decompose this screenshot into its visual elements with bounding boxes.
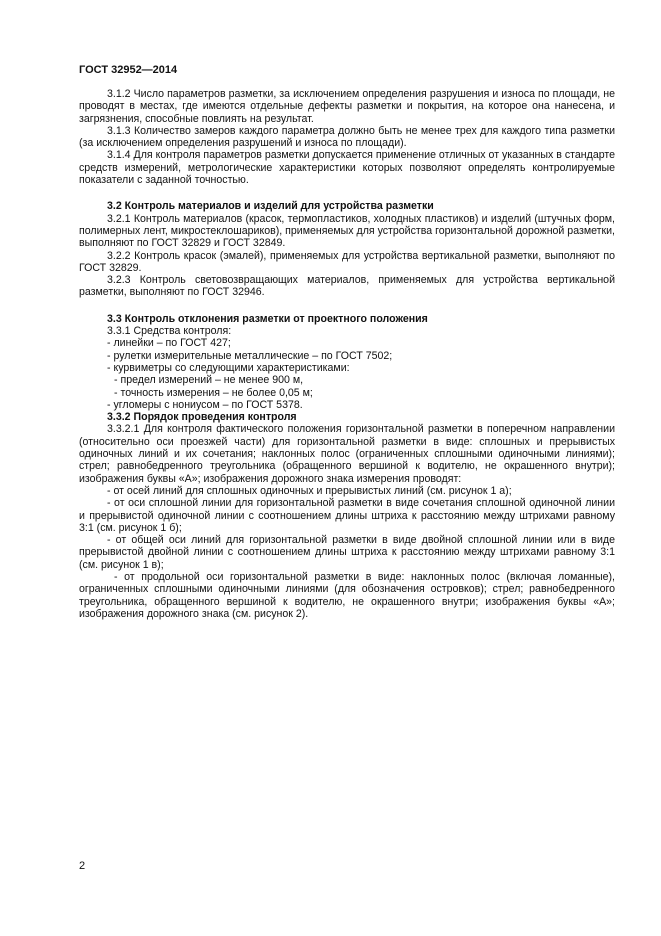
paragraph-3-2-2: 3.2.2 Контроль красок (эмалей), применяемых для устройства вертикальной разметки, выполняют по ГОСТ 32829. (79, 249, 615, 274)
spacer (79, 186, 615, 200)
list-item: - от общей оси линий для горизонтальной разметки в виде двойной сплошной линии или в виде прерывистой двойной линии с соотношением длины штриха к расстоянию между штрихами равному 3:1 (см. рисунок 1 в); (79, 534, 615, 571)
paragraph-3-1-2: 3.1.2 Число параметров разметки, за исключением определения разрушения и износа по площади, не проводят в местах, где имеются отдельные дефекты разметки и покрытия, на которое она нанесена, и загрязнения, способные повлиять на результат. (79, 88, 615, 125)
section-heading-3-3: 3.3 Контроль отклонения разметки от проектного положения (107, 312, 428, 325)
document-header: ГОСТ 32952—2014 (79, 64, 178, 76)
page-number: 2 (79, 860, 86, 872)
list-item: - угломеры с нониусом – по ГОСТ 5378. (107, 398, 303, 411)
sub-list-item: - точность измерения – не более 0,05 м; (114, 386, 313, 399)
sub-list-item: - предел измерений – не менее 900 м, (114, 374, 304, 387)
paragraph-3-3-1: 3.3.1 Средства контроля: (107, 325, 232, 338)
list-item: - от продольной оси горизонтальной разметки в виде: наклонных полос (включая ломанные), ограниченных сплошными одиночными линиями (для обозначения островков); стрел; равнобедренного треугольника, обращенного вершиной к водителю, не окрашенного внутри; изображения буквы «А»; изображения дорожного знака (см. рисунок 2). (79, 570, 615, 620)
paragraph-3-2-1: 3.2.1 Контроль материалов (красок, термопластиков, холодных пластиков) и изделий (штучных форм, полимерных лент, микростеклошариков), применяемых для устройства горизонтальной дорожной разметки, выполняют по ГОСТ 32829 и ГОСТ 32849. (79, 212, 615, 250)
list-item: - рулетки измерительные металлические – по ГОСТ 7502; (107, 349, 393, 362)
section-heading-3-3-2: 3.3.2 Порядок проведения контроля (107, 411, 297, 424)
section-heading-3-2: 3.2 Контроль материалов и изделий для устройства разметки (107, 200, 434, 213)
paragraph-3-2-3: 3.2.3 Контроль световозвращающих материалов, применяемых для устройства вертикальной разметки, выполняют по ГОСТ 32946. (79, 274, 615, 299)
list-item: - линейки – по ГОСТ 427; (107, 337, 231, 350)
paragraph-3-1-3: 3.1.3 Количество замеров каждого параметра должно быть не менее трех для каждого типа разметки (за исключением определения разрушений и износа по площади). (79, 124, 615, 150)
spacer (79, 299, 615, 313)
list-item: - от осей линий для сплошных одиночных и прерывистых линий (см. рисунок 1 а); (107, 484, 512, 497)
list-item: - курвиметры со следующими характеристиками: (107, 361, 350, 374)
paragraph-3-3-2-1: 3.3.2.1 Для контроля фактического положения горизонтальной разметки в поперечном направлении (относительно оси проезжей части) для горизонтальной разметки в виде: сплошных и прерывистых одиночных линий и их сочетания; наклонных полос (ограниченных сплошными одиночными линиями); стрел; равнобедренного треугольника (обращенного вершиной к водителю, не окрашенного внутри); изображения буквы «А»; изображения дорожного знака измерения проводят: (79, 423, 615, 485)
document-body (79, 88, 615, 620)
list-item: - от оси сплошной линии для горизонтальной разметки в виде сочетания сплошной одиночной линии и прерывистой одиночной линии с соотношением длины штриха к расстоянию между штрихами равному 3:1 (см. рисунок 1 б); (79, 497, 615, 534)
paragraph-3-1-4: 3.1.4 Для контроля параметров разметки допускается применение отличных от указанных в стандарте средств измерений, метрологические характеристики которых позволяют определять контролируемые показатели с заданной точностью. (79, 149, 615, 187)
